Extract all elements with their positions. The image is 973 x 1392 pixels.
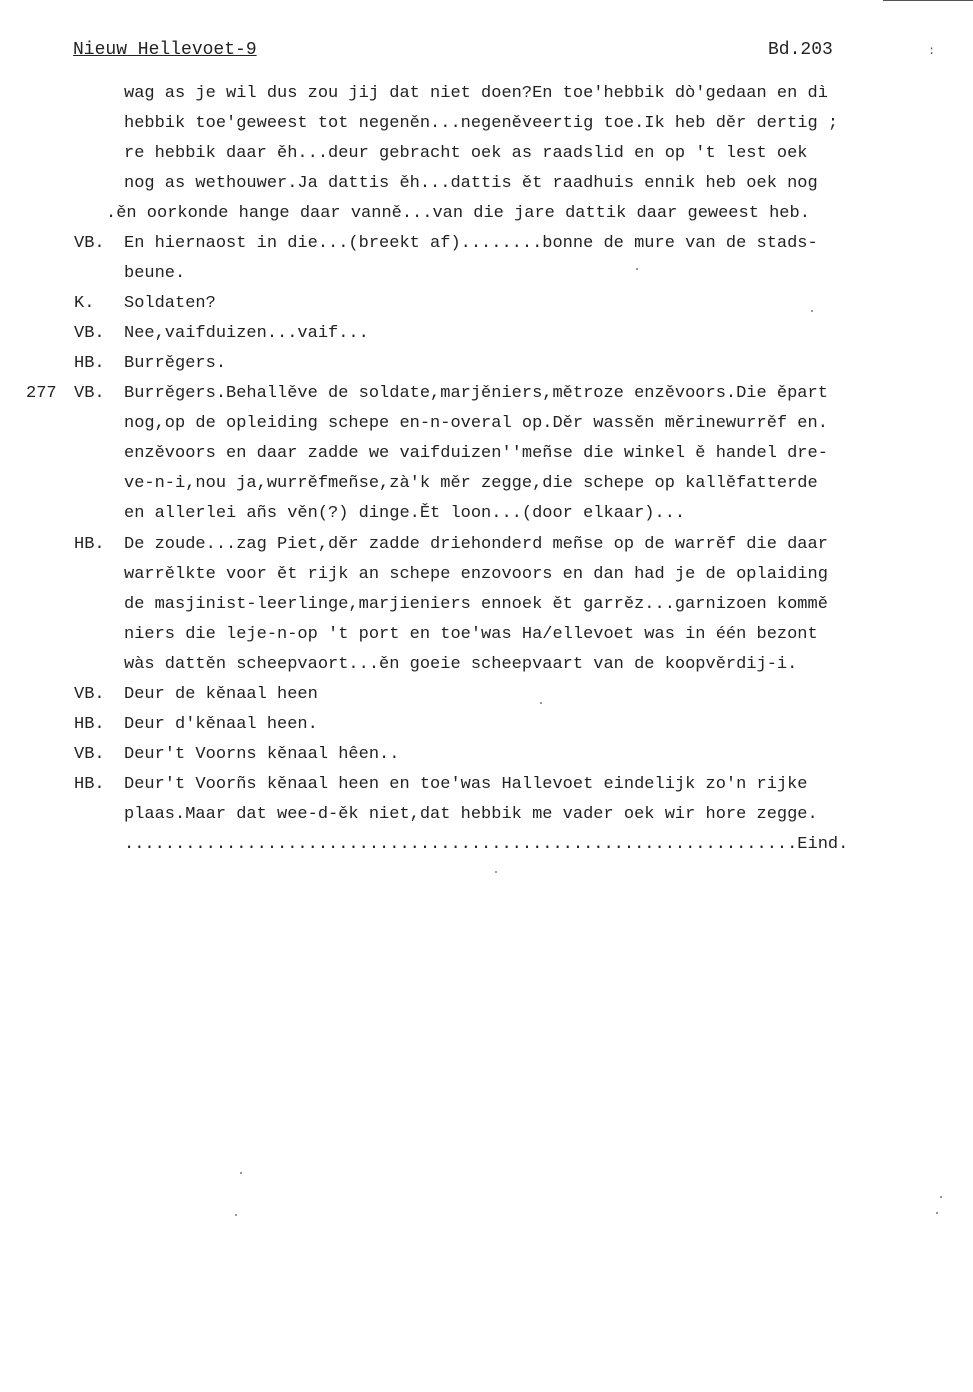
end-marker-line: ..................................................................Eind. (124, 835, 849, 854)
transcript-line: plaas.Maar dat wee-d-ěk niet,dat hebbik me vader oek wir hore zegge. (124, 805, 818, 824)
scan-speck (495, 871, 497, 873)
speaker-label: VB. (74, 745, 105, 764)
scan-speck (636, 268, 638, 270)
transcript-line: enzěvoors en daar zadde we vaifduizen''meñse die winkel ě handel dre- (124, 444, 828, 463)
transcript-line: en allerlei añs věn(?) dinge.Ět loon...(door elkaar)... (124, 504, 686, 523)
speaker-label: HB. (74, 535, 105, 554)
scan-speck (540, 702, 542, 704)
transcript-line: Deur d'kěnaal heen. (124, 715, 318, 734)
transcript-line: nog,op de opleiding schepe en-n-overal op.Děr wassěn měrinewurrěf en. (124, 414, 828, 433)
scan-speck (936, 1212, 938, 1214)
transcript-line: ve-n-i,nou ja,wurrěfmeñse,zà'k měr zegge,die schepe op kallěfatterde (124, 474, 818, 493)
transcript-line: hebbik toe'geweest tot negeněn...negeněveertig toe.Ik heb děr dertig ; (124, 114, 839, 133)
page-label: Bd.203 (768, 40, 833, 60)
transcript-line: Burrěgers. (124, 354, 227, 373)
transcript-line: Deur de kěnaal heen (124, 685, 318, 704)
transcript-line: Nee,vaifduizen...vaif... (124, 324, 369, 343)
speaker-label: VB. (74, 384, 105, 403)
transcript-line: wàs dattěn scheepvaort...ěn goeie scheepvaart van de koopvěrdij-i. (124, 655, 798, 674)
document-title: Nieuw Hellevoet-9 (73, 40, 257, 60)
speaker-label: VB. (74, 324, 105, 343)
transcript-line: Burrěgers.Behallěve de soldate,marjěniers,mětroze enzěvoors.Die ěpart (124, 384, 828, 403)
scan-speck (811, 310, 813, 312)
speaker-label: K. (74, 294, 95, 313)
transcript-line: De zoude...zag Piet,děr zadde driehonderd meñse op de warrěf die daar (124, 535, 828, 554)
transcript-line: Deur't Voorñs kěnaal heen en toe'was Hallevoet eindelijk zo'n rijke (124, 775, 808, 794)
transcript-line: wag as je wil dus zou jij dat niet doen?En toe'hebbik dò'gedaan en dì (124, 84, 828, 103)
transcript-line: Deur't Voorns kěnaal hêen.. (124, 745, 400, 764)
speaker-label: HB. (74, 775, 105, 794)
scan-speck (235, 1214, 237, 1216)
transcript-line: de masjinist-leerlinge,marjieniers ennoek ět garrěz...garnizoen kommě (124, 595, 828, 614)
transcript-line: .ěn oorkonde hange daar vanně...van die jare dattik daar geweest heb. (106, 204, 810, 223)
transcript-line: warrělkte voor ět rijk an schepe enzovoors en dan had je de oplaiding (124, 565, 828, 584)
speaker-label: HB. (74, 715, 105, 734)
transcript-line: nog as wethouwer.Ja dattis ěh...dattis ět raadhuis ennik heb oek nog (124, 174, 818, 193)
speaker-label: VB. (74, 234, 105, 253)
transcript-line: re hebbik daar ěh...deur gebracht oek as raadslid en op 't lest oek (124, 144, 808, 163)
speaker-label: VB. (74, 685, 105, 704)
transcript-line: beune. (124, 264, 186, 283)
speaker-label: HB. (74, 354, 105, 373)
margin-mark: : (928, 44, 936, 58)
top-edge-rule (883, 0, 973, 1)
scan-speck (240, 1172, 242, 1174)
transcript-line: En hiernaost in die...(breekt af)........bonne de mure van de stads- (124, 234, 818, 253)
scan-speck (940, 1196, 942, 1198)
margin-line-number: 277 (26, 384, 57, 403)
transcript-line: Soldaten? (124, 294, 216, 313)
transcript-line: niers die leje-n-op 't port en toe'was Ha/ellevoet was in één bezont (124, 625, 818, 644)
